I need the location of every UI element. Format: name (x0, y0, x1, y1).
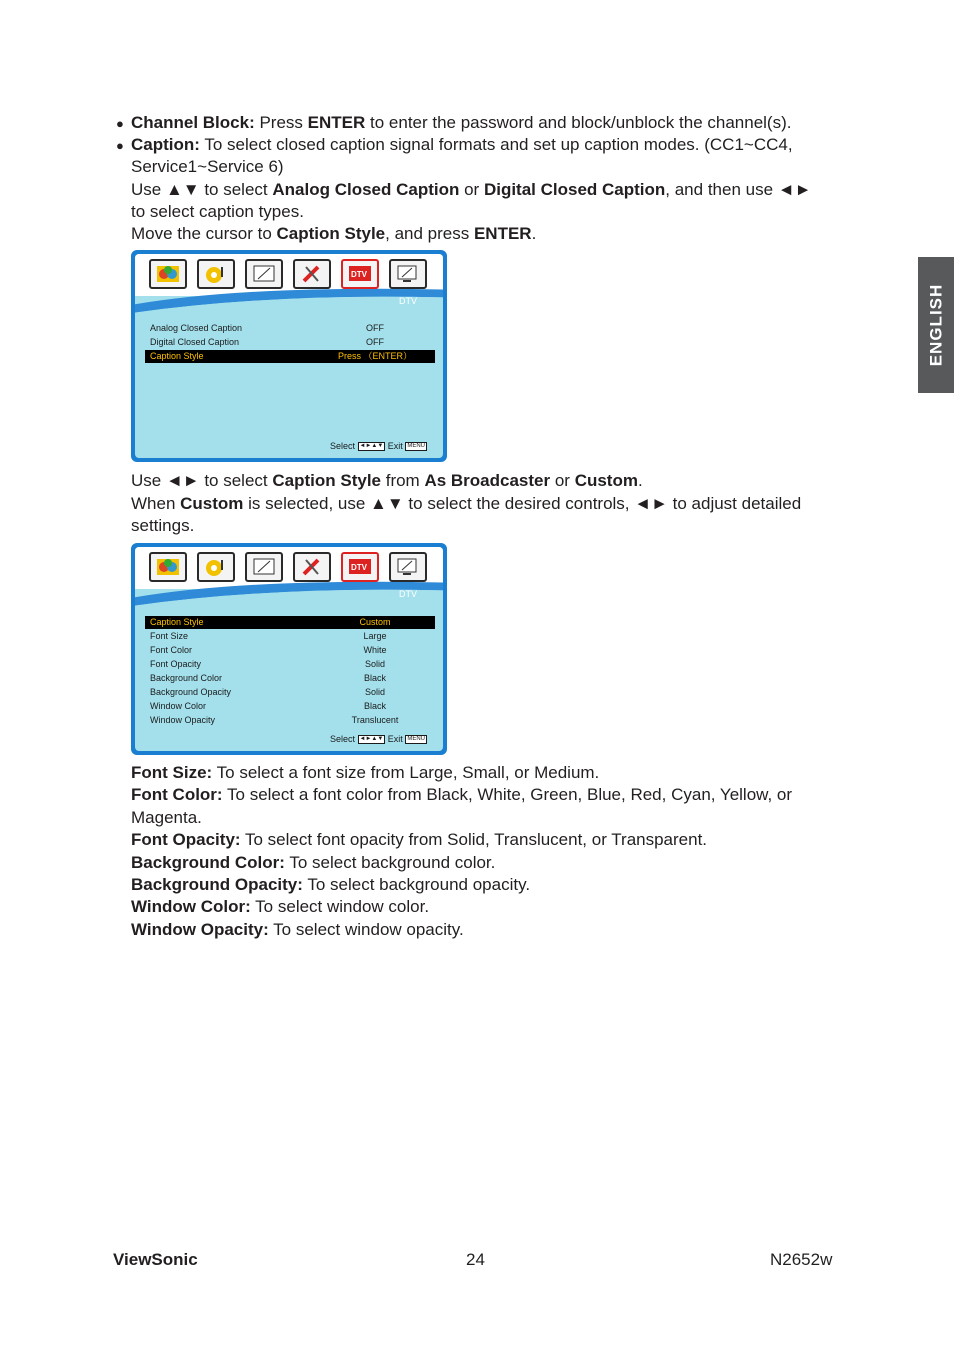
osd-row-font-color: Font Color White (150, 645, 387, 655)
def-background-color: Background Color: To select background color. (131, 853, 496, 872)
dtv-tab-label: DTV (399, 296, 417, 306)
def-background-opacity: Background Opacity: To select background opacity. (131, 875, 531, 894)
footer-brand: ViewSonic (113, 1250, 198, 1269)
use-select-style-line: Use ◄► to select Caption Style from As Broadcaster or Custom. (131, 471, 643, 490)
caption-line-2: Service1~Service 6) (131, 157, 284, 176)
bullet-icon: ● (116, 138, 124, 153)
language-label: ENGLISH (926, 283, 945, 367)
osd-row-digital: Digital Closed Caption OFF (150, 337, 384, 347)
osd-row-window-color: Window Color Black (150, 701, 386, 711)
audio-icon (197, 552, 235, 582)
picture-icon (149, 259, 187, 289)
osd-hint: Select ◄►▲▼ Exit MENU (329, 441, 425, 451)
menu-key-icon: MENU (407, 736, 425, 743)
osd-row-font-size: Font Size Large (150, 631, 387, 641)
dtv-icon (341, 552, 379, 582)
def-window-opacity: Window Opacity: To select window opacity. (131, 920, 464, 939)
dtv-icon (341, 259, 379, 289)
audio-icon (197, 259, 235, 289)
osd-row-caption-style: Caption Style Press （ENTER） (145, 350, 435, 363)
footer-page-number: 24 (466, 1250, 485, 1269)
picture-icon (149, 552, 187, 582)
osd-menu-caption (131, 250, 447, 462)
def-font-opacity: Font Opacity: To select font opacity from Solid, Translucent, or Transparent. (131, 830, 708, 849)
channel-block-line: Channel Block: Press ENTER to enter the password and block/unblock the channel(s). (131, 113, 792, 132)
use-line: Use ▲▼ to select Analog Closed Caption or Digital Closed Caption, and then use ◄► (131, 180, 812, 199)
osd-row-background-color: Background Color Black (150, 673, 386, 683)
osd-row-caption-style: Caption Style Custom (145, 616, 435, 629)
def-font-size: Font Size: To select a font size from Large, Small, or Medium. (131, 763, 600, 782)
arrows-key-icon: ◄►▲▼ (359, 443, 384, 450)
screen-icon (245, 552, 283, 582)
osd-row-analog: Analog Closed Caption OFF (150, 323, 384, 333)
osd-row-font-opacity: Font Opacity Solid (150, 659, 385, 669)
screen-icon (245, 259, 283, 289)
settings-line: settings. (131, 516, 195, 535)
def-window-color: Window Color: To select window color. (131, 897, 430, 916)
osd-row-background-opacity: Background Opacity Solid (150, 687, 385, 697)
def-font-color: Font Color: To select a font color from Black, White, Green, Blue, Red, Cyan, Yellow, or (131, 785, 793, 804)
osd-hint: Select ◄►▲▼ Exit MENU (329, 734, 425, 744)
move-cursor-line: Move the cursor to Caption Style, and press ENTER. (131, 224, 537, 243)
svg-text:DTV: DTV (351, 270, 367, 279)
arrows-key-icon: ◄►▲▼ (359, 736, 384, 743)
when-custom-line: When Custom is selected, use ▲▼ to select the desired controls, ◄► to adjust detailed (131, 494, 802, 513)
osd-row-window-opacity: Window Opacity Translucent (150, 715, 399, 725)
dtv-tab-label: DTV (399, 589, 417, 599)
svg-text:DTV: DTV (351, 563, 367, 572)
pc-icon (389, 259, 427, 289)
def-font-color-cont: Magenta. (131, 808, 202, 827)
to-select-types-line: to select caption types. (131, 202, 304, 221)
caption-line: Caption: To select closed caption signal formats and set up caption modes. (CC1~CC4, (131, 135, 793, 154)
setup-icon (293, 259, 331, 289)
osd-menu-caption-style (131, 543, 447, 755)
footer-model: N2652w (770, 1250, 833, 1269)
bullet-icon: ● (116, 116, 124, 131)
setup-icon (293, 552, 331, 582)
pc-icon (389, 552, 427, 582)
menu-key-icon: MENU (407, 443, 425, 450)
language-tab (918, 257, 954, 393)
